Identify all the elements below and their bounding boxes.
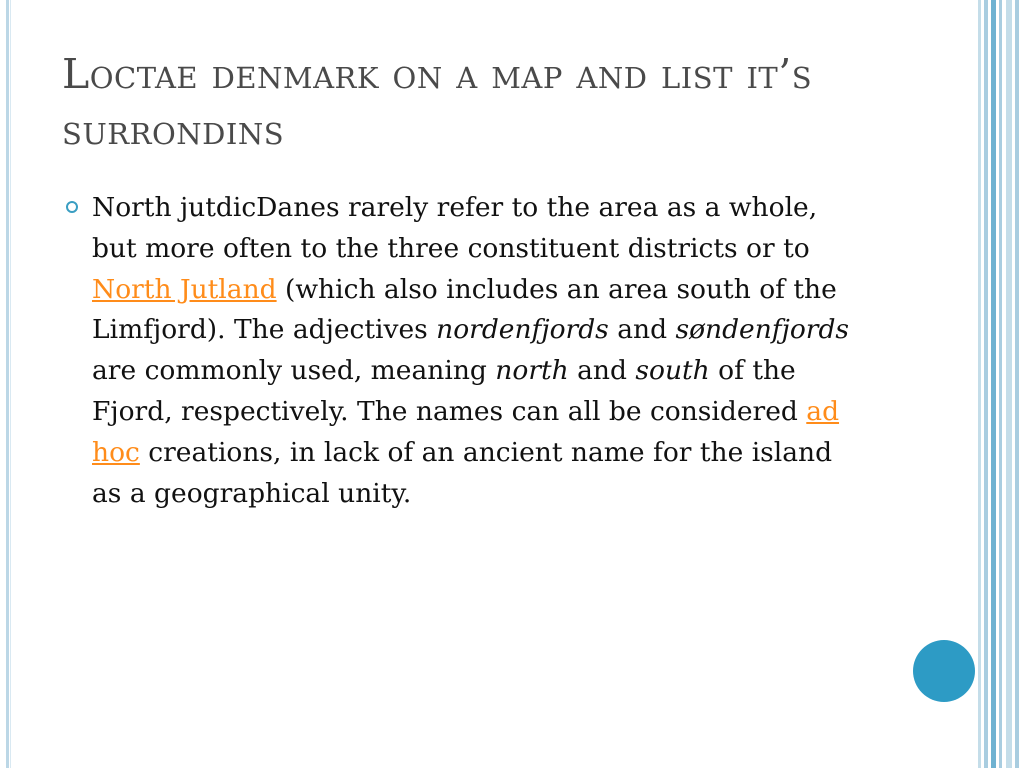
bullet-text-segment: (which also includes an area south of the Limfjord). The adjectives (92, 273, 837, 346)
bullet-list (62, 188, 862, 514)
bullet-text-segment: of the Fjord, respectively. The names can all be considered (92, 355, 807, 427)
italic-term-sondenfjords: søndenfjords (675, 314, 850, 346)
right-stripe-4 (999, 0, 1002, 768)
right-stripe-5 (1006, 0, 1012, 768)
bullet-item (62, 188, 862, 514)
bullet-ring-icon (66, 201, 78, 213)
italic-term-nordenfjords: nordenfjords (436, 314, 609, 346)
bullet-text-segment: creations, in lack of an ancient name for the island as a geographical unity. (92, 436, 833, 509)
right-stripe-2 (984, 0, 988, 768)
bullet-text-segment: and (568, 355, 636, 387)
bullet-text-segment: and (608, 314, 676, 346)
bullet-text-segment: North jutdicDanes rarely refer to the area as a whole, but more often to the three constituent districts or to (92, 192, 818, 264)
bullet-text-segment: are commonly used, meaning (92, 355, 496, 387)
italic-term-south: south (635, 355, 710, 387)
right-stripe-1 (978, 0, 981, 768)
slide-title: Loctae denmark on a map and list it’s surrondins (62, 50, 813, 154)
ad-hoc-link[interactable]: ad hoc (92, 395, 840, 468)
left-border-inner-line (10, 0, 11, 768)
right-stripe-6 (1015, 0, 1019, 768)
right-stripe-3 (991, 0, 996, 768)
italic-term-north: north (495, 355, 569, 387)
left-border-line (6, 0, 9, 768)
north-jutland-link[interactable]: North Jutland (92, 273, 277, 305)
decorative-circle (913, 640, 975, 702)
